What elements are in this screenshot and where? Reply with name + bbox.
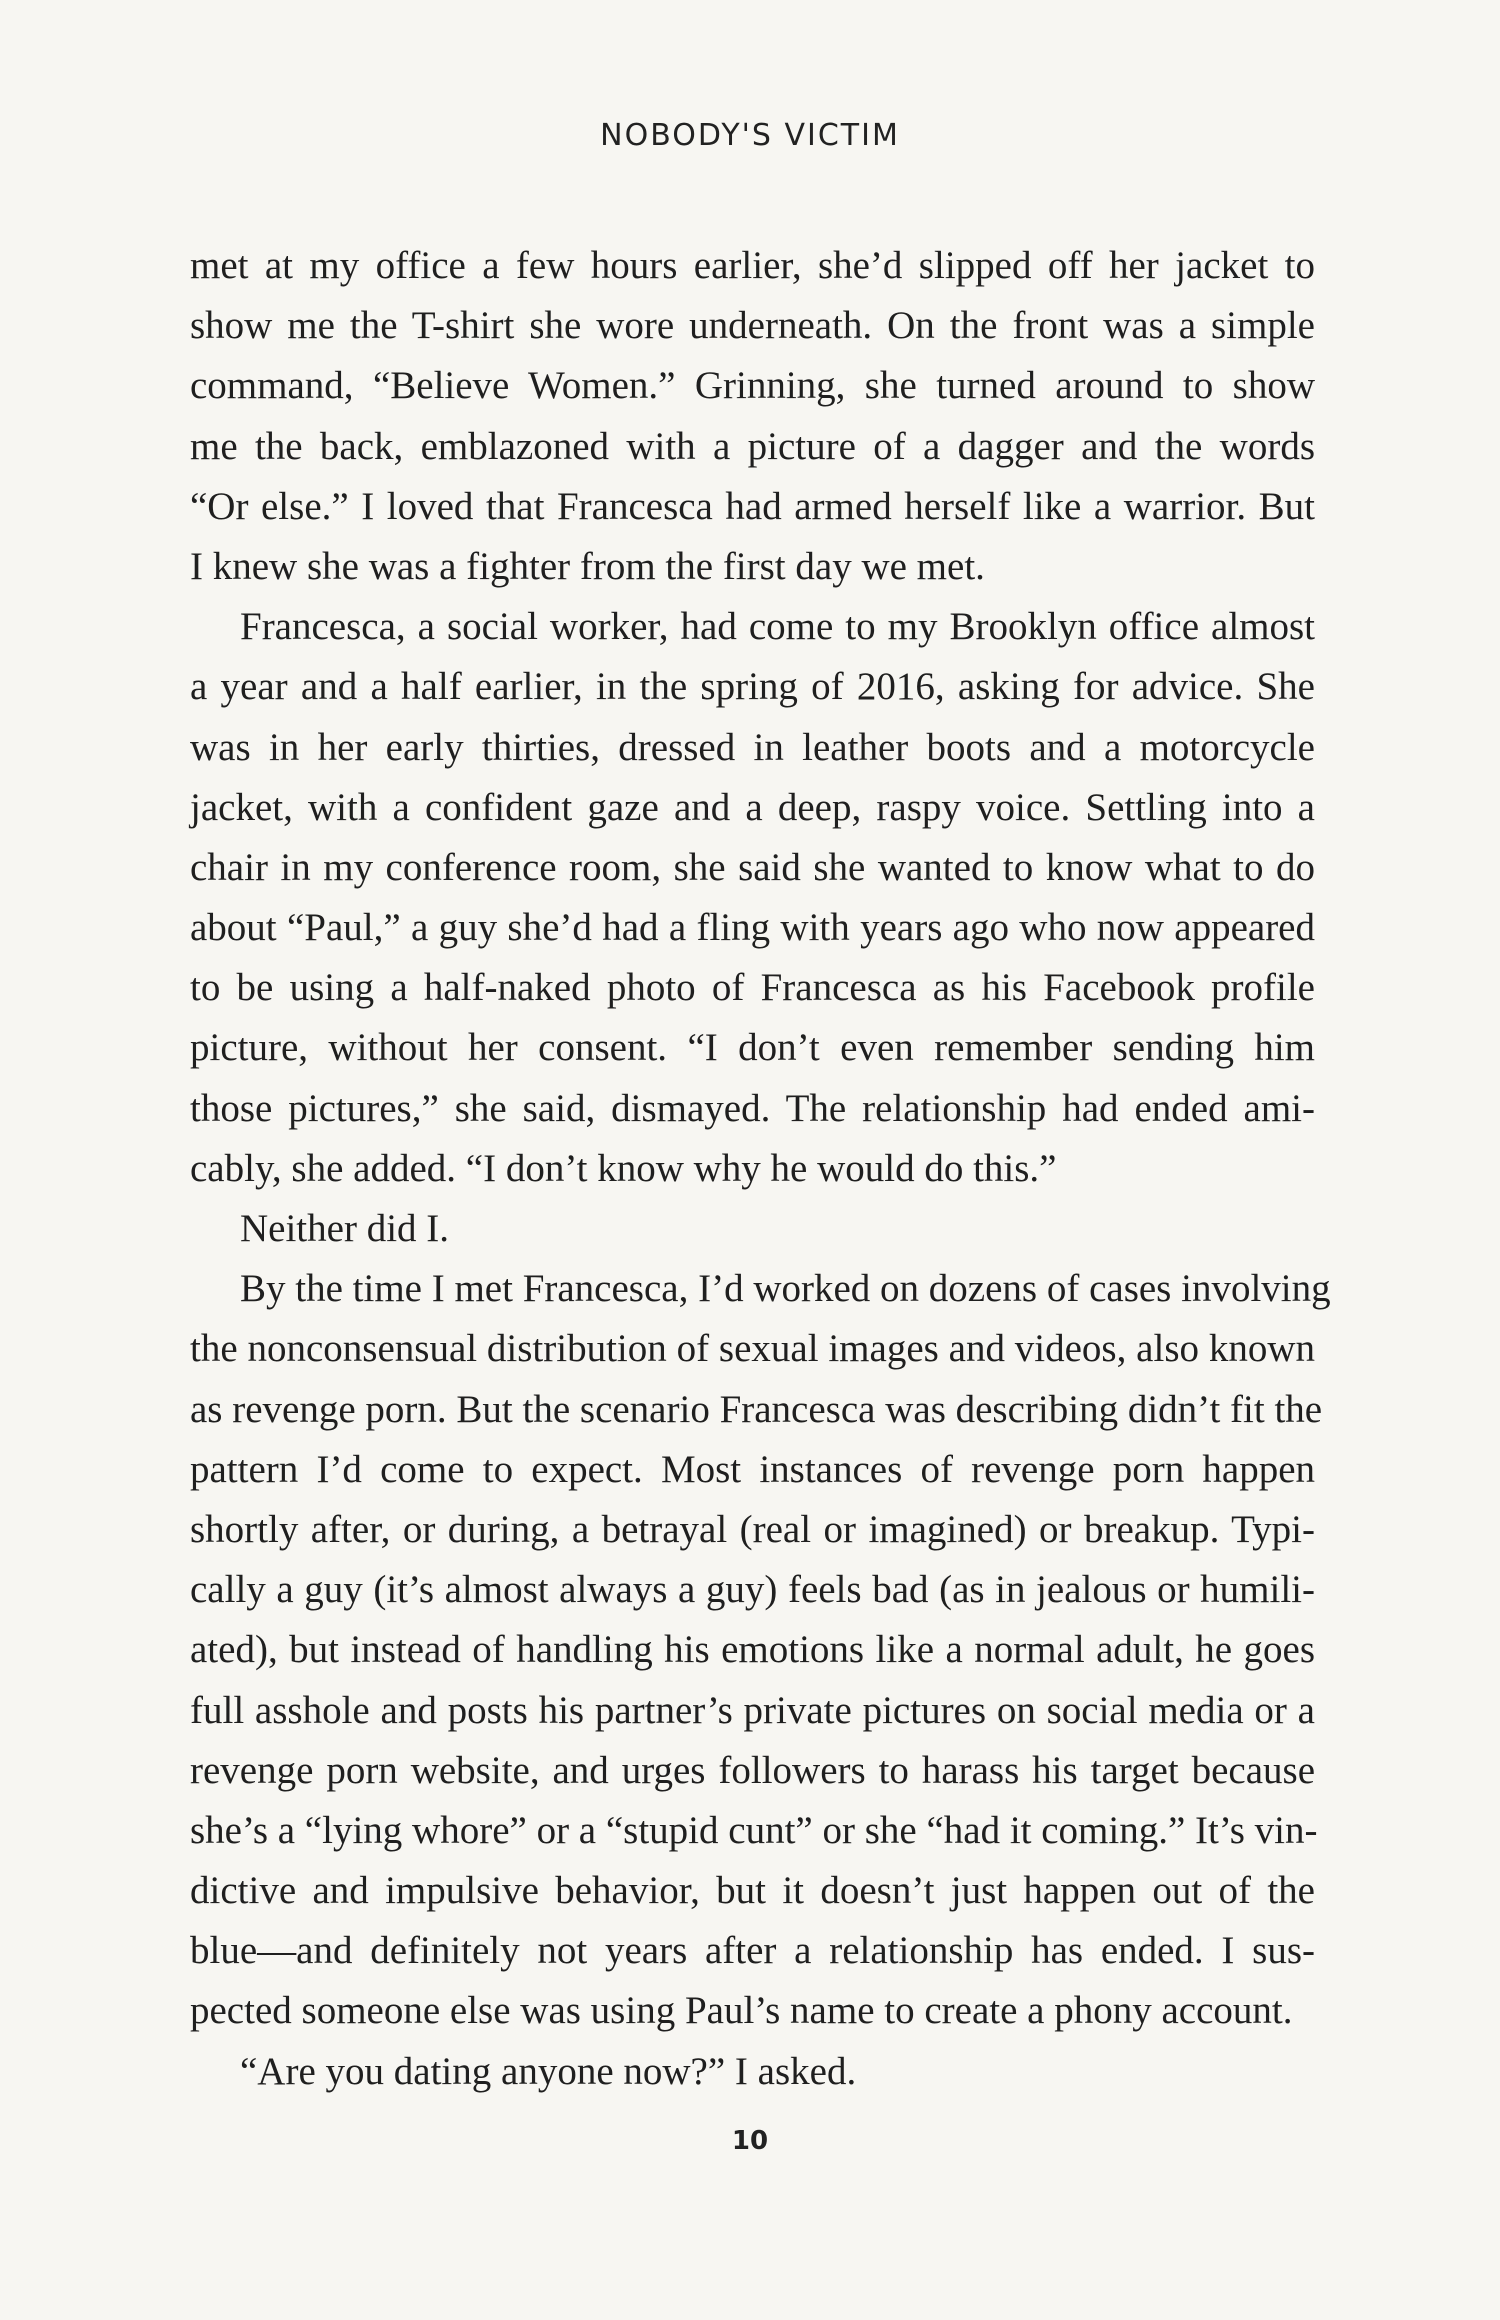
- text-line: the nonconsensual distribution of sexual images and videos, also known: [190, 1327, 1315, 1371]
- text-line: blue—and definitely not years after a relationship has ended. I sus-: [190, 1929, 1315, 1973]
- text-line: those pictures,” she said, dismayed. The relationship had ended ami-: [190, 1086, 1315, 1130]
- text-line: shortly after, or during, a betrayal (real or imagined) or breakup. Typi-: [190, 1507, 1315, 1551]
- text-line: pected someone else was using Paul’s name to create a phony account.: [190, 1989, 1293, 2033]
- text-line: me the back, emblazoned with a picture of a dagger and the words: [190, 424, 1315, 468]
- text-line: Neither did I.: [240, 1207, 450, 1250]
- text-line: Francesca, a social worker, had come to my Brooklyn office almost: [240, 605, 1315, 649]
- text-line: “Are you dating anyone now?” I asked.: [240, 2049, 857, 2093]
- text-line: “Or else.” I loved that Francesca had armed herself like a warrior. But: [190, 484, 1315, 528]
- text-line: cably, she added. “I don’t know why he would do this.”: [190, 1146, 1057, 1190]
- page-number: 10: [731, 2126, 769, 2156]
- text-line: command, “Believe Women.” Grinning, she turned around to show: [190, 364, 1315, 408]
- text-line: a year and a half earlier, in the spring of 2016, asking for advice. She: [190, 665, 1315, 709]
- text-line: cally a guy (it’s almost always a guy) feels bad (as in jealous or humili-: [190, 1568, 1315, 1612]
- text-line: revenge porn website, and urges followers to harass his target because: [190, 1748, 1315, 1792]
- text-line: was in her early thirties, dressed in leather boots and a motorcycle: [190, 725, 1315, 769]
- text-line: about “Paul,” a guy she’d had a fling with years ago who now appeared: [190, 906, 1315, 950]
- running-head: NOBODY'S VICTIM: [600, 118, 900, 153]
- text-line: to be using a half-naked photo of Francesca as his Facebook profile: [190, 966, 1315, 1010]
- body-text: [190, 236, 1331, 2102]
- text-line: pattern I’d come to expect. Most instances of revenge porn happen: [190, 1447, 1315, 1491]
- text-line: ated), but instead of handling his emotions like a normal adult, he goes: [190, 1628, 1315, 1672]
- text-line: jacket, with a confident gaze and a deep, raspy voice. Settling into a: [190, 785, 1315, 829]
- text-line: picture, without her consent. “I don’t even remember sending him: [190, 1026, 1315, 1070]
- text-line: as revenge porn. But the scenario Francesca was describing didn’t fit the: [190, 1387, 1323, 1431]
- text-line: she’s a “lying whore” or a “stupid cunt” or she “had it coming.” It’s vin-: [190, 1808, 1318, 1852]
- text-line: I knew she was a fighter from the first day we met.: [190, 544, 985, 588]
- text-line: chair in my conference room, she said she wanted to know what to do: [190, 845, 1315, 889]
- text-line: full asshole and posts his partner’s private pictures on social media or a: [190, 1688, 1315, 1732]
- text-line: met at my office a few hours earlier, she’d slipped off her jacket to: [190, 244, 1315, 287]
- text-line: By the time I met Francesca, I’d worked on dozens of cases involving: [240, 1267, 1331, 1311]
- text-line: show me the T-shirt she wore underneath. On the front was a simple: [190, 304, 1315, 348]
- text-line: dictive and impulsive behavior, but it doesn’t just happen out of the: [190, 1869, 1315, 1913]
